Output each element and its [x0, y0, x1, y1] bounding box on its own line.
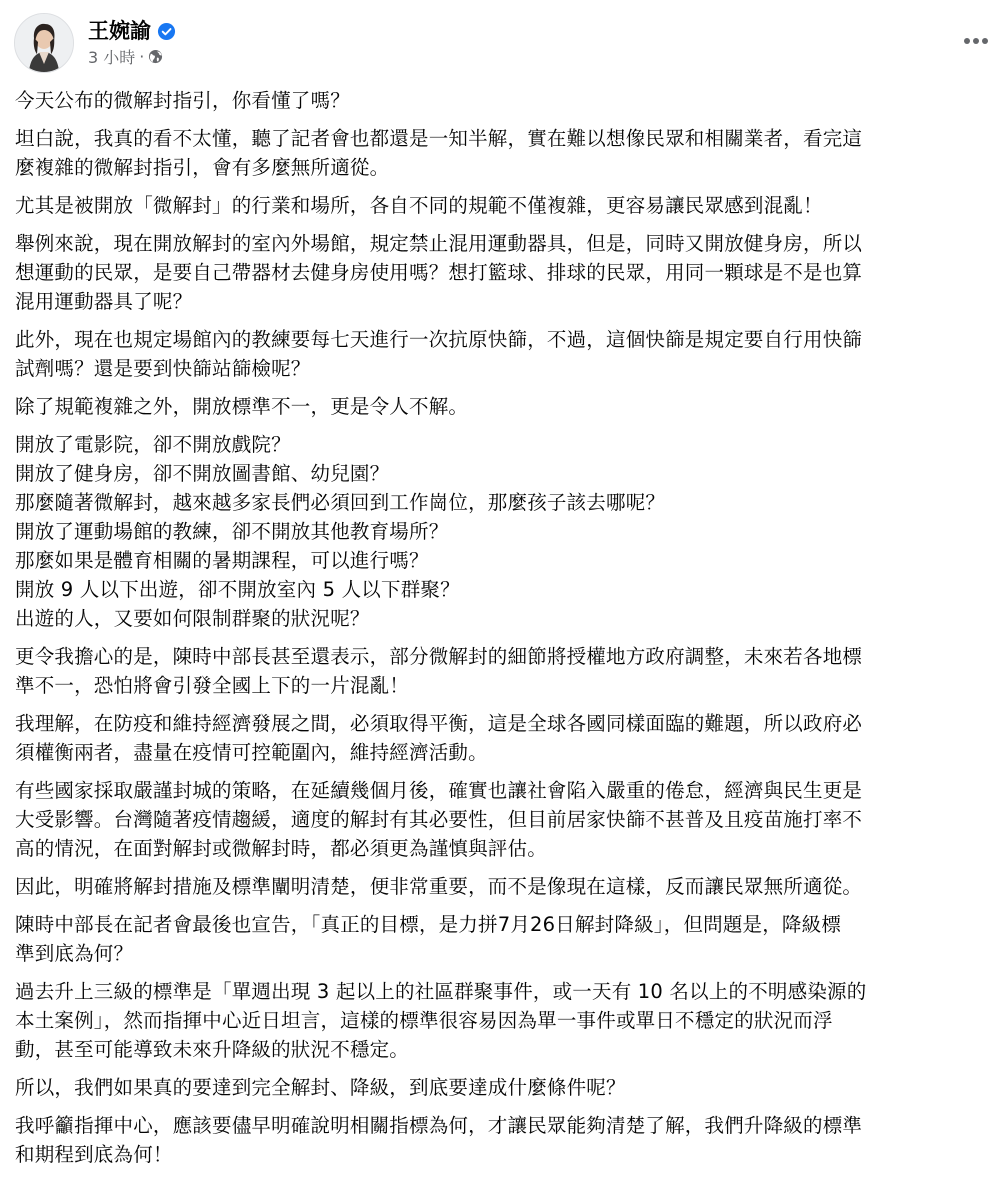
- post-text-line: 我理解，在防疫和維持經濟發展之間，必須取得平衡，這是全球各國同樣面臨的難題，所以政府必: [15, 712, 863, 735]
- post-paragraph: [15, 872, 995, 901]
- post-header: [14, 13, 994, 77]
- post-paragraph: [15, 642, 995, 700]
- post-text-line: 舉例來說，現在開放解封的室內外場館，規定禁止混用運動器具，但是，同時又開放健身房，所以: [15, 232, 863, 255]
- post-text-line: 更令我擔心的是，陳時中部長甚至還表示，部分微解封的細節將授權地方政府調整，未來若各地標: [15, 645, 863, 668]
- verified-badge-icon: [157, 22, 176, 41]
- post-paragraph: [15, 1111, 995, 1169]
- meta-separator: ·: [139, 46, 145, 66]
- author-line: [88, 17, 176, 45]
- post-text-line: 那麼隨著微解封，越來越多家長們必須回到工作崗位，那麼孩子該去哪呢？: [15, 491, 666, 514]
- post-paragraph: [15, 709, 995, 767]
- post-text-line: 準到底為何？: [15, 942, 134, 965]
- globe-icon[interactable]: [148, 49, 163, 64]
- post-text-line: 和期程到底為何！: [15, 1143, 173, 1166]
- post-text-line: 試劑嗎？還是要到快篩站篩檢呢？: [15, 357, 311, 380]
- post-text-line: 準不一，恐怕將會引發全國上下的一片混亂！: [15, 674, 410, 697]
- author-name[interactable]: 王婉諭: [88, 19, 151, 43]
- post-paragraph: [15, 776, 995, 863]
- post-paragraph: [15, 1073, 995, 1102]
- post-text-line: 此外，現在也規定場館內的教練要每七天進行一次抗原快篩，不過，這個快篩是規定要自行用快篩: [15, 328, 863, 351]
- post-text-line: 開放了電影院，卻不開放戲院？: [15, 433, 291, 456]
- post-text-line: 我呼籲指揮中心，應該要儘早明確說明相關指標為何，才讓民眾能夠清楚了解，我們升降級的標準: [15, 1114, 863, 1137]
- post-paragraph: [15, 191, 995, 220]
- post-text-line: 動，甚至可能導致未來升降級的狀況不穩定。: [15, 1038, 410, 1061]
- post-text-line: 開放了健身房，卻不開放圖書館、幼兒園？: [15, 462, 390, 485]
- post-paragraph: [15, 124, 995, 182]
- post-text-line: 那麼如果是體育相關的暑期課程，可以進行嗎？: [15, 549, 429, 572]
- dot-icon: [982, 38, 988, 44]
- post-text-line: 所以，我們如果真的要達到完全解封、降級，到底要達成什麼條件呢？: [15, 1076, 626, 1099]
- post-text-line: 有些國家採取嚴謹封城的策略，在延續幾個月後，確實也讓社會陷入嚴重的倦怠，經濟與民生更是: [15, 779, 863, 802]
- post-text-line: 麼複雜的微解封指引，會有多麼無所適從。: [15, 156, 390, 179]
- post-text-line: 過去升上三級的標準是「單週出現 3 起以上的社區群聚事件，或一天有 10 名以上的不明感染源的: [15, 980, 867, 1003]
- post-text-line: 陳時中部長在記者會最後也宣告，「真正的目標，是力拼7月26日解封降級」，但問題是，降級標: [15, 913, 842, 936]
- post-paragraph: [15, 430, 995, 633]
- dot-icon: [973, 38, 979, 44]
- post-body: [15, 86, 995, 1178]
- post-paragraph: [15, 392, 995, 421]
- more-options-button[interactable]: [958, 29, 994, 53]
- post-text-line: 大受影響。台灣隨著疫情趨緩，適度的解封有其必要性，但目前居家快篩不甚普及且疫苗施打率不: [15, 808, 863, 831]
- post-paragraph: [15, 325, 995, 383]
- post-text-line: 因此，明確將解封措施及標準闡明清楚，便非常重要，而不是像現在這樣，反而讓民眾無所適從。: [15, 875, 863, 898]
- post-text-line: 須權衡兩者，盡量在疫情可控範圍內，維持經濟活動。: [15, 741, 488, 764]
- post-text-line: 今天公布的微解封指引，你看懂了嗎？: [15, 89, 350, 112]
- post-paragraph: [15, 86, 995, 115]
- post-paragraph: [15, 229, 995, 316]
- post-text-line: 混用運動器具了呢？: [15, 290, 193, 313]
- profile-photo-icon: [15, 14, 73, 72]
- post-timestamp[interactable]: 3 小時: [88, 47, 136, 67]
- post-text-line: 想運動的民眾，是要自己帶器材去健身房使用嗎？想打籃球、排球的民眾，用同一顆球是不是也算: [15, 261, 863, 284]
- post-paragraph: [15, 977, 995, 1064]
- avatar[interactable]: [14, 13, 74, 73]
- post-paragraph: [15, 910, 995, 968]
- post-text-line: 除了規範複雜之外，開放標準不一，更是令人不解。: [15, 395, 469, 418]
- dot-icon: [964, 38, 970, 44]
- post-text-line: 開放 9 人以下出遊，卻不開放室內 5 人以下群聚？: [15, 578, 460, 601]
- post-text-line: 出遊的人，又要如何限制群聚的狀況呢？: [15, 607, 370, 630]
- post-text-line: 本土案例」，然而指揮中心近日坦言，這樣的標準很容易因為單一事件或單日不穩定的狀況而浮: [15, 1009, 833, 1032]
- post-text-line: 高的情況，在面對解封或微解封時，都必須更為謹慎與評估。: [15, 837, 547, 860]
- post-text-line: 開放了運動場館的教練，卻不開放其他教育場所？: [15, 520, 449, 543]
- post-text-line: 尤其是被開放「微解封」的行業和場所，各自不同的規範不僅複雜，更容易讓民眾感到混亂！: [15, 194, 823, 217]
- post-meta: [88, 45, 163, 67]
- post-text-line: 坦白說，我真的看不太懂，聽了記者會也都還是一知半解，實在難以想像民眾和相關業者，看完這: [15, 127, 863, 150]
